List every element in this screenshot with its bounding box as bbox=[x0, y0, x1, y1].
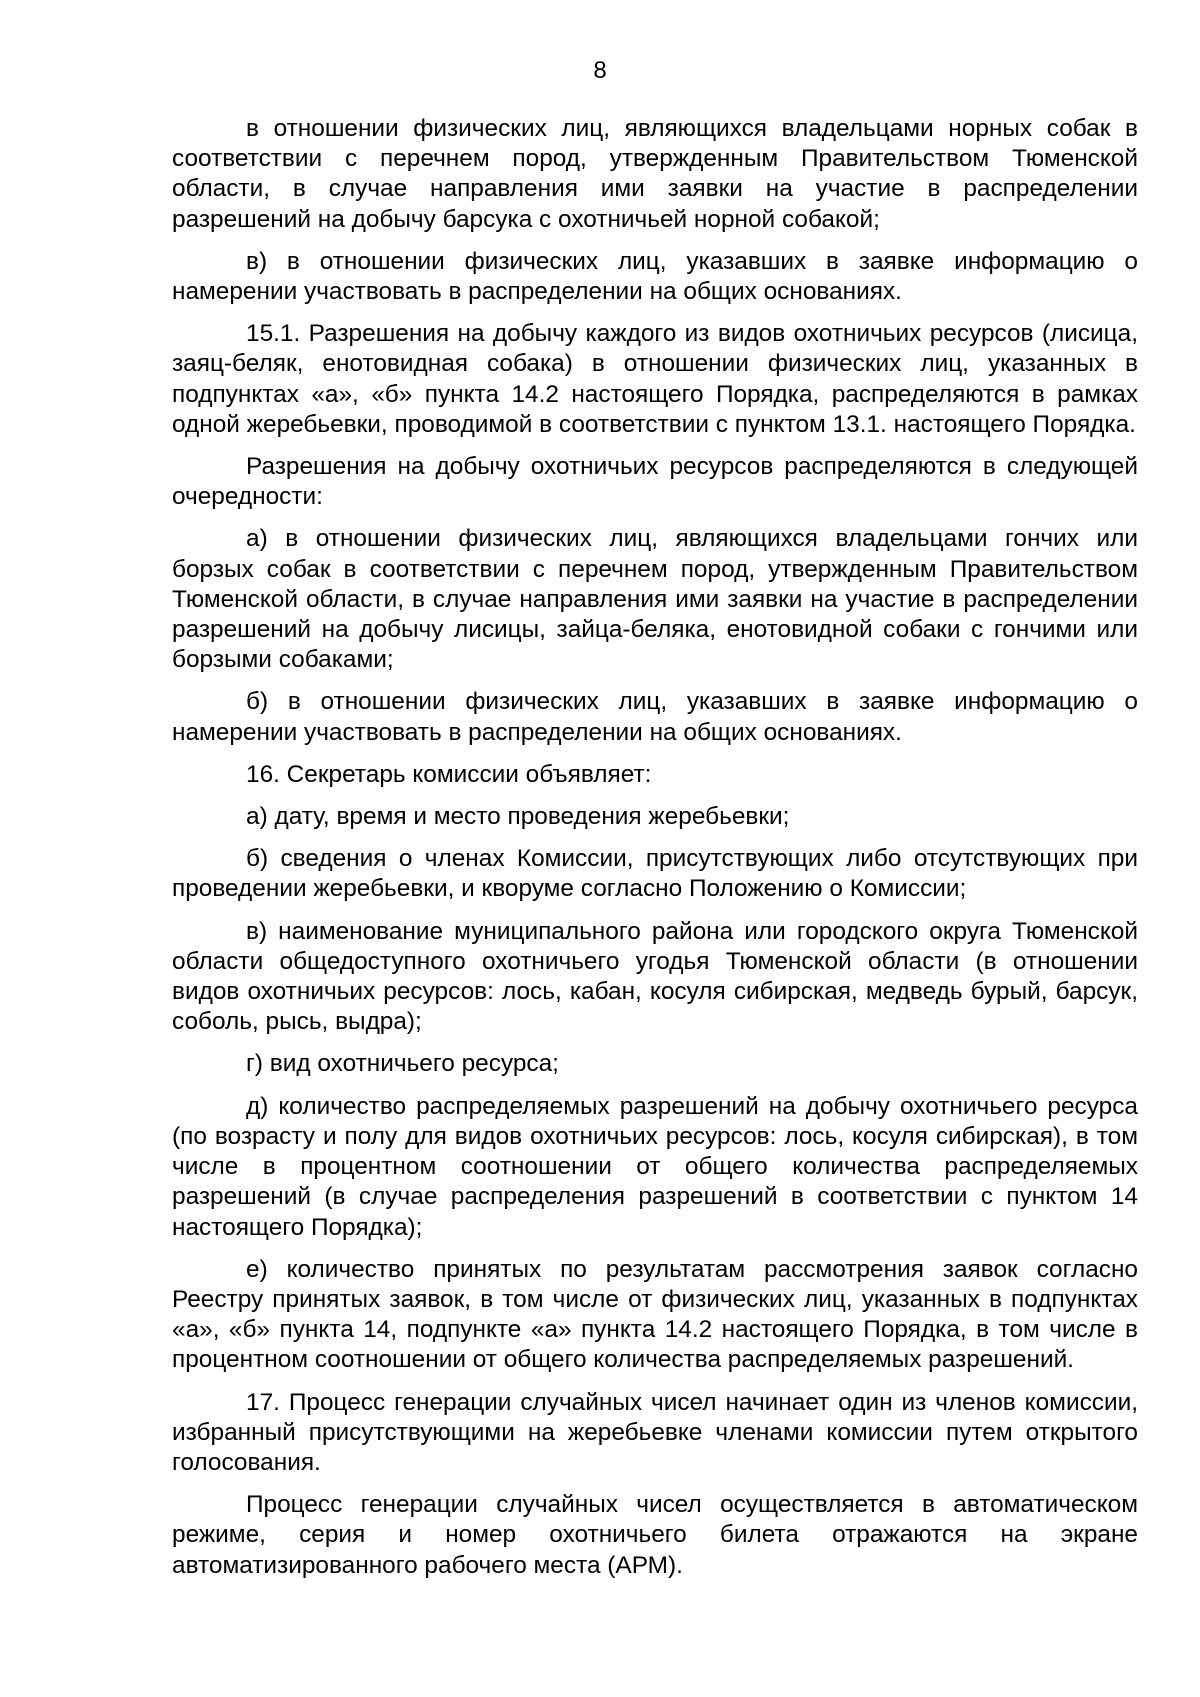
paragraph-v-general-basis: в) в отношении физических лиц, указавших в заявке информацию о намерении участвовать в распределении на общих основаниях. bbox=[172, 247, 1138, 306]
paragraph-16-d: д) количество распределяемых разрешений на добычу охотничьего ресурса (по возрасту и полу для видов охотничьих ресурсов: лось, косуля сибирская), в том числе в процентном соотношении от общего количества распределяемых разрешений (в случае распределения разрешений в соответствии с пунктом 14 настоящего Порядка); bbox=[172, 1092, 1138, 1241]
paragraph-16-e: е) количество принятых по результатам рассмотрения заявок согласно Реестру принятых заявок, в том числе от физических лиц, указанных в подпунктах «а», «б» пункта 14, подпункте «а» пункта 14.2 настоящего Порядка, в том числе в процентном соотношении от общего количества распределяемых разрешений. bbox=[172, 1255, 1138, 1374]
document-body bbox=[172, 114, 1138, 1593]
page-number: 8 bbox=[593, 57, 607, 84]
paragraph-16-a: а) дату, время и место проведения жеребьевки; bbox=[246, 803, 790, 831]
paragraph-b-general-basis: б) в отношении физических лиц, указавших в заявке информацию о намерении участвовать в распределении на общих основаниях. bbox=[172, 688, 1138, 746]
paragraph-15-1: 15.1. Разрешения на добычу каждого из видов охотничьих ресурсов (лисица, заяц-беляк, енотовидная собака) в отношении физических лиц, указанных в подпунктах «а», «б» пункта 14.2 настоящего Порядка, распределяются в рамках одной жеребьевки, проводимой в соответствии с пунктом 13.1. настоящего Порядка. bbox=[172, 320, 1138, 438]
paragraph-16-g: г) вид охотничьего ресурса; bbox=[246, 1050, 559, 1078]
paragraph-b-continuation: в отношении физических лиц, являющихся владельцами норных собак в соответствии с перечнем пород, утвержденным Правительством Тюменской области, в случае направления ими заявки на участие в распределении разрешений на добычу барсука с охотничьей норной собакой; bbox=[172, 115, 1138, 233]
paragraph-16: 16. Секретарь комиссии объявляет: bbox=[246, 760, 652, 788]
paragraph-17-automatic: Процесс генерации случайных чисел осуществляется в автоматическом режиме, серия и номер охотничьего билета отражаются на экране автоматизированного рабочего места (АРМ). bbox=[172, 1491, 1138, 1579]
paragraph-16-v: в) наименование муниципального района или городского округа Тюменской области общедоступного охотничьего угодья Тюменской области (в отношении видов охотничьих ресурсов: лось, кабан, косуля сибирская, медведь бурый, барсук, соболь, рысь, выдра); bbox=[172, 917, 1138, 1036]
paragraph-order-heading: Разрешения на добычу охотничьих ресурсов распределяются в следующей очередности: bbox=[172, 453, 1138, 511]
paragraph-16-b: б) сведения о членах Комиссии, присутствующих либо отсутствующих при проведении жеребьевки, и кворуме согласно Положению о Комиссии; bbox=[172, 845, 1138, 903]
paragraph-a-hounds: а) в отношении физических лиц, являющихся владельцами гончих или борзых собак в соответствии с перечнем пород, утвержденным Правительством Тюменской области, в случае направления ими заявки на участие в распределении разрешений на добычу лисицы, зайца-беляка, енотовидной собаки с гончими или борзыми собаками; bbox=[172, 525, 1138, 674]
paragraph-17: 17. Процесс генерации случайных чисел начинает один из членов комиссии, избранный присутствующими на жеребьевке членами комиссии путем открытого голосования. bbox=[172, 1388, 1138, 1476]
